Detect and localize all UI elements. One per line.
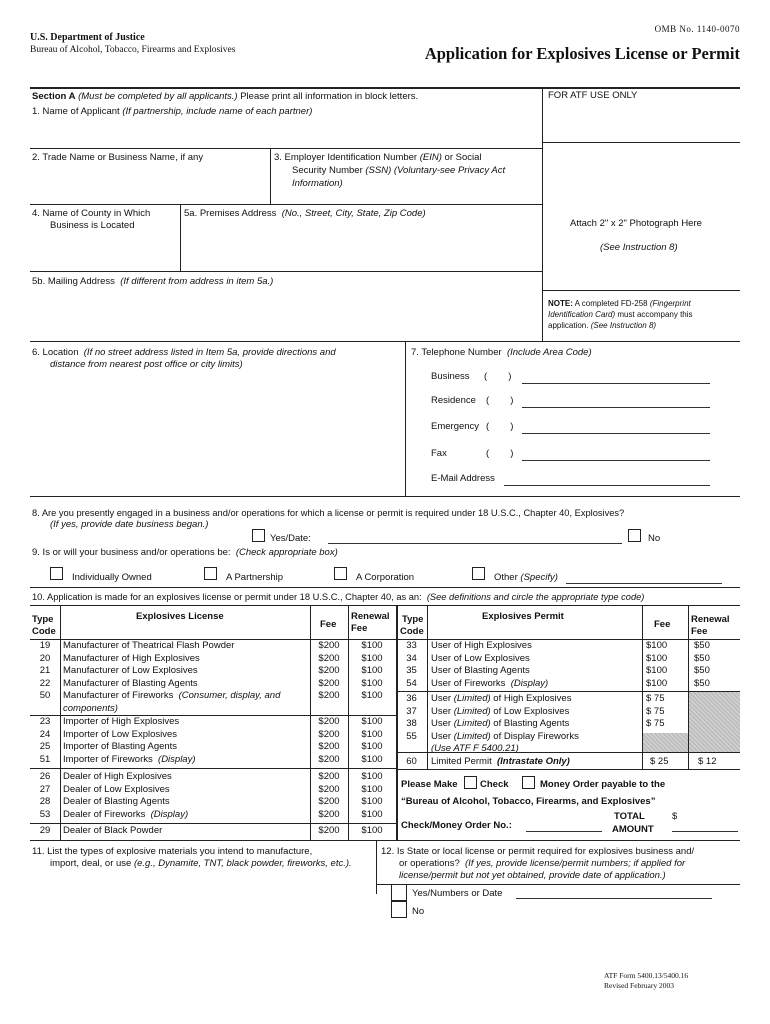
item6-7-divider	[405, 341, 406, 496]
item1-bottom-rule	[30, 148, 542, 149]
phone-fax-field[interactable]	[522, 460, 710, 461]
item12-yes-checkbox[interactable]	[391, 884, 407, 901]
item8-no-checkbox[interactable]	[628, 529, 641, 542]
renewal-not-applicable-shading	[689, 692, 740, 752]
permit-code-header: Code	[400, 626, 424, 637]
photo-instruction: (See Instruction 8)	[600, 242, 678, 253]
atf-use-only-label: FOR ATF USE ONLY	[548, 90, 638, 101]
permit-fee-header: Fee	[654, 619, 671, 630]
phone-residence-label: Residence	[431, 395, 476, 406]
individually-owned-label: Individually Owned	[72, 572, 152, 583]
license-group1-renewals: $100 $100 $100 $100 $100	[361, 640, 383, 701]
item7-label: 7. Telephone Number (Include Area Code)	[411, 347, 592, 358]
total-amount-field[interactable]	[672, 831, 738, 832]
permit-group1-codes: 33 34 35 54	[406, 640, 417, 689]
item8-question: 8. Are you presently engaged in a business and/or operations for which a license or permit is required under 18 U.S.C., Chapter 40, Explosives?	[32, 508, 625, 518]
item6-label: 6. Location (If no street address listed in Item 5a, provide directions and	[32, 347, 336, 358]
item9-bottom-rule	[30, 587, 740, 588]
item11-12-divider	[376, 840, 377, 894]
item6-note: distance from nearest post office or city limits)	[50, 359, 243, 370]
phone-business-label: Business	[431, 371, 470, 382]
license-type-header: Type	[32, 614, 54, 625]
license-header: Explosives License	[136, 611, 224, 622]
item2-label: 2. Trade Name or Business Name, if any	[32, 152, 204, 163]
other-checkbox[interactable]	[472, 567, 485, 580]
permit-group2-rule	[396, 752, 740, 753]
top-rule	[30, 87, 740, 89]
item9-question: 9. Is or will your business and/or operations be: (Check appropriate box)	[32, 547, 338, 558]
license-renewal-header-2: Fee	[351, 623, 368, 634]
license-group2-renewals: $100 $100 $100 $100	[361, 716, 383, 765]
phone-fax-paren: ( )	[486, 448, 514, 459]
individually-owned-checkbox[interactable]	[50, 567, 63, 580]
phone-fax-label: Fax	[431, 448, 447, 459]
total-dollar-sign: $	[672, 811, 678, 822]
check-number-field[interactable]	[526, 831, 602, 832]
license-group1-fees: $200 $200 $200 $200 $200	[318, 640, 340, 701]
item3-label: 3. Employer Identification Number (EIN) or Social	[274, 152, 482, 163]
item8-yes-label: Yes/Date:	[270, 533, 311, 544]
atf-box-divider	[542, 142, 740, 143]
permit-group2-codes: 36 37 38 55	[406, 693, 417, 742]
check-label: Check	[480, 779, 509, 790]
check-checkbox[interactable]	[464, 776, 477, 789]
fee-not-applicable-shading	[643, 733, 688, 752]
omb-number: OMB No. 1140-0070	[654, 24, 740, 34]
item2-3-divider	[270, 148, 271, 204]
phone-business-field[interactable]	[522, 383, 710, 384]
license-group3-fees: $200 $200 $200 $200	[318, 771, 340, 820]
permit-group3-fee: $ 25	[650, 756, 669, 767]
please-make-label: Please Make	[401, 779, 458, 790]
license-group4-fees: $200	[318, 825, 340, 836]
permit-group1-renewals: $50 $50 $50 $50	[694, 640, 710, 689]
check-number-label: Check/Money Order No.:	[401, 820, 512, 831]
permit-group1-names: User of High Explosives User of Low Explosives User of Blasting Agents User of Fireworks (Display)	[431, 640, 549, 689]
permit-group3-name: Limited Permit (Intrastate Only)	[431, 756, 570, 767]
license-group4-codes: 29	[39, 825, 51, 836]
permit-renewal-header: Renewal	[691, 614, 730, 625]
item5b-bottom-rule	[30, 341, 740, 342]
photo-box-bottom-rule	[542, 290, 740, 291]
fingerprint-note: NOTE: A completed FD-258 (Fingerprint Identification Card) must accompany this application. (See Instruction 8)	[548, 299, 693, 330]
item3-line2: Security Number (SSN) (Voluntary-see Privacy Act	[292, 165, 506, 176]
form-number: ATF Form 5400.13/5400.16	[604, 971, 689, 980]
photo-placeholder-label: Attach 2" x 2" Photograph Here	[570, 218, 702, 229]
item5a-label: 5a. Premises Address (No., Street, City, State, Zip Code)	[184, 208, 426, 219]
license-group2-rule	[30, 768, 396, 769]
item12-no-label: No	[412, 906, 425, 917]
license-fee-header: Fee	[320, 619, 337, 630]
phone-emergency-field[interactable]	[522, 433, 710, 434]
permit-renewal-header-2: Fee	[691, 626, 708, 637]
money-order-label: Money Order payable to the	[540, 779, 666, 790]
item1-label: 1. Name of Applicant (If partnership, include name of each partner)	[32, 106, 313, 117]
license-group1-names: Manufacturer of Theatrical Flash Powder Manufacturer of High Explosives Manufacturer of Low Explosives Manufacturer of Blasting Agents Manufacturer of Fireworks (Consumer, display, and components)	[63, 640, 281, 714]
permit-group2-names: User (Limited) of High Explosives User (Limited) of Low Explosives User (Limited) of Blasting Agents User (Limited) of Display Fireworks (Use ATF F 5400.21)	[431, 693, 579, 754]
phone-business-paren: ( )	[484, 371, 512, 382]
item4-label-line2: Business is Located	[50, 220, 135, 231]
license-code-header: Code	[32, 626, 56, 637]
item5b-label: 5b. Mailing Address (If different from address in item 5a.)	[32, 276, 274, 287]
license-code-col-border	[60, 605, 61, 840]
email-label: E-Mail Address	[431, 473, 495, 484]
item12-yes-label: Yes/Numbers or Date	[412, 888, 503, 899]
item12-numbers-date-field[interactable]	[516, 898, 712, 899]
permit-table-bottom-rule	[396, 769, 740, 770]
partnership-checkbox[interactable]	[204, 567, 217, 580]
item12-label-line2: or operations? (If yes, provide license/permit numbers; if applied for	[399, 858, 686, 869]
other-label: Other (Specify)	[494, 572, 558, 583]
permit-group3-code: 60	[406, 756, 417, 767]
item3-line3: Information)	[292, 178, 343, 189]
item10-label: 10. Application is made for an explosives license or permit under 18 U.S.C., Chapter 40, as an: (See definitions and circle the appropriate type code)	[32, 592, 645, 602]
money-order-checkbox[interactable]	[522, 776, 535, 789]
other-specify-field[interactable]	[566, 583, 722, 584]
permit-group3-renewal: $ 12	[698, 756, 717, 767]
item8-note: (If yes, provide date business began.)	[50, 519, 209, 530]
license-group3-codes: 26 27 28 53	[39, 771, 51, 820]
license-renewal-header: Renewal	[351, 611, 390, 622]
form-title: Application for Explosives License or Permit	[424, 44, 740, 63]
license-group2-fees: $200 $200 $200 $200	[318, 716, 340, 765]
item4-bottom-rule	[30, 271, 542, 272]
item2-bottom-rule	[30, 204, 542, 205]
license-group2-names: Importer of High Explosives Importer of Low Explosives Importer of Blasting Agents Importer of Fireworks (Display)	[63, 716, 196, 765]
phone-residence-field[interactable]	[522, 407, 710, 408]
section-a-header: Section A (Must be completed by all applicants.) Please print all information in block letters.	[32, 91, 419, 102]
item12-no-checkbox[interactable]	[391, 901, 407, 918]
permit-header: Explosives Permit	[482, 611, 564, 622]
license-group4-names: Dealer of Black Powder	[63, 825, 163, 836]
permit-group2-fees: $ 75 $ 75 $ 75	[646, 693, 665, 729]
permit-type-header: Type	[402, 614, 424, 625]
bureau-name: Bureau of Alcohol, Tobacco, Firearms and Explosives	[30, 45, 236, 55]
license-group3-renewals: $100 $100 $100 $100	[361, 771, 383, 820]
item12-label: 12. Is State or local license or permit required for explosives business and/	[381, 846, 695, 857]
atf-box-left-border	[542, 87, 543, 341]
item10-bottom-rule	[30, 605, 740, 606]
item4-5a-divider	[180, 204, 181, 271]
item4-label: 4. Name of County in Which	[32, 208, 151, 219]
item6-bottom-rule	[30, 496, 740, 497]
license-group3-names: Dealer of High Explosives Dealer of Low Explosives Dealer of Blasting Agents Dealer of Fireworks (Display)	[63, 771, 189, 820]
item8-date-field[interactable]	[328, 543, 622, 544]
tables-bottom-rule	[30, 840, 740, 841]
corporation-label: A Corporation	[356, 572, 415, 583]
license-group4-renewals: $100	[361, 825, 383, 836]
phone-residence-paren: ( )	[486, 395, 514, 406]
permit-group1-fees: $100 $100 $100 $100	[646, 640, 668, 689]
email-field[interactable]	[504, 485, 710, 486]
license-group3-rule	[30, 823, 396, 824]
item12-label-line3: license/permit but not yet obtained, provide date of application.)	[399, 870, 666, 881]
item8-no-label: No	[648, 533, 661, 544]
item11-label: 11. List the types of explosive materials you intend to manufacture,	[32, 846, 313, 857]
permit-code-col-border	[427, 605, 428, 769]
item8-yes-checkbox[interactable]	[252, 529, 265, 542]
revision-date: Revised February 2003	[604, 981, 674, 990]
item11-label-line2: import, deal, or use (e.g., Dynamite, TNT, black powder, fireworks, etc.).	[50, 858, 352, 869]
phone-emergency-paren: ( )	[486, 421, 514, 432]
amount-label: AMOUNT	[612, 824, 654, 835]
department-name: U.S. Department of Justice	[30, 32, 145, 43]
total-label: TOTAL	[614, 811, 645, 822]
license-group1-codes: 19 20 21 22 50	[39, 640, 51, 701]
license-group2-codes: 23 24 25 51	[39, 716, 51, 765]
item12-question-rule	[376, 884, 740, 885]
partnership-label: A Partnership	[226, 572, 284, 583]
phone-emergency-label: Emergency	[431, 421, 480, 432]
payee-name: “Bureau of Alcohol, Tobacco, Firearms, and Explosives”	[401, 796, 656, 807]
corporation-checkbox[interactable]	[334, 567, 347, 580]
